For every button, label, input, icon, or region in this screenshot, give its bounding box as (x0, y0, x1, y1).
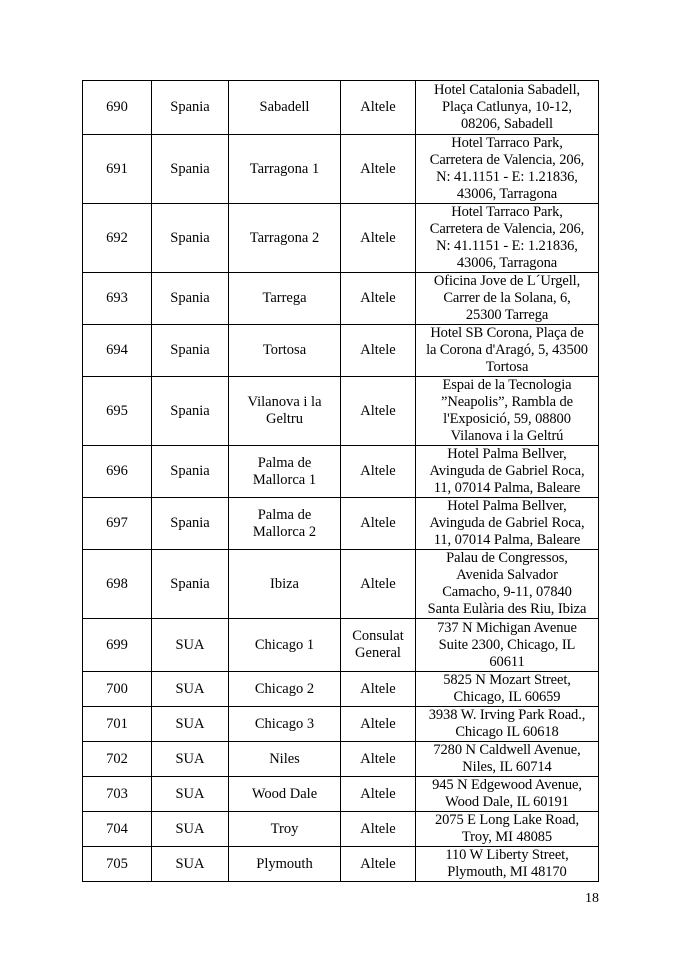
col-city: Troy (229, 812, 341, 847)
col-nr: 703 (83, 777, 152, 812)
col-type: Altele (341, 812, 416, 847)
col-address: 945 N Edgewood Avenue, Wood Dale, IL 60191 (416, 777, 599, 812)
col-country: Spania (152, 377, 229, 446)
col-city: Vilanova i la Geltru (229, 377, 341, 446)
table-row (83, 619, 599, 672)
col-address: 2075 E Long Lake Road, Troy, MI 48085 (416, 812, 599, 847)
col-address: 7280 N Caldwell Avenue, Niles, IL 60714 (416, 742, 599, 777)
col-nr: 693 (83, 273, 152, 325)
col-city: Tarrega (229, 273, 341, 325)
col-country: Spania (152, 498, 229, 550)
col-country: SUA (152, 812, 229, 847)
col-type: Altele (341, 204, 416, 273)
table-row (83, 446, 599, 498)
table-row (83, 672, 599, 707)
col-type: Altele (341, 81, 416, 135)
col-nr: 692 (83, 204, 152, 273)
col-nr: 700 (83, 672, 152, 707)
col-city: Chicago 2 (229, 672, 341, 707)
col-country: Spania (152, 446, 229, 498)
col-nr: 695 (83, 377, 152, 446)
table-row (83, 204, 599, 273)
col-type: Altele (341, 777, 416, 812)
col-city: Palma de Mallorca 1 (229, 446, 341, 498)
col-nr: 699 (83, 619, 152, 672)
col-country: SUA (152, 619, 229, 672)
col-city: Palma de Mallorca 2 (229, 498, 341, 550)
table-row (83, 135, 599, 204)
col-city: Wood Dale (229, 777, 341, 812)
col-address: Oficina Jove de L´Urgell, Carrer de la Solana, 6, 25300 Tarrega (416, 273, 599, 325)
col-city: Tarragona 1 (229, 135, 341, 204)
col-city: Plymouth (229, 847, 341, 882)
col-nr: 696 (83, 446, 152, 498)
col-address: Hotel Palma Bellver, Avinguda de Gabriel Roca, 11, 07014 Palma, Baleare (416, 446, 599, 498)
col-nr: 701 (83, 707, 152, 742)
col-nr: 697 (83, 498, 152, 550)
table-row (83, 325, 599, 377)
col-address: Hotel Tarraco Park, Carretera de Valencia, 206, N: 41.1151 - E: 1.21836, 43006, Tarragona (416, 135, 599, 204)
col-address: 737 N Michigan Avenue Suite 2300, Chicago, IL 60611 (416, 619, 599, 672)
table-row (83, 273, 599, 325)
table-row (83, 777, 599, 812)
col-address: Hotel SB Corona, Plaça de la Corona d'Aragó, 5, 43500 Tortosa (416, 325, 599, 377)
col-address: Hotel Tarraco Park, Carretera de Valencia, 206, N: 41.1151 - E: 1.21836, 43006, Tarragona (416, 204, 599, 273)
col-address: 3938 W. Irving Park Road., Chicago IL 60618 (416, 707, 599, 742)
col-address: Espai de la Tecnologia ”Neapolis”, Rambla de l'Exposició, 59, 08800 Vilanova i la Geltrú (416, 377, 599, 446)
page-number: 18 (585, 891, 599, 906)
col-type: Altele (341, 847, 416, 882)
col-country: Spania (152, 273, 229, 325)
col-nr: 705 (83, 847, 152, 882)
col-city: Sabadell (229, 81, 341, 135)
col-country: SUA (152, 777, 229, 812)
col-address: 5825 N Mozart Street, Chicago, IL 60659 (416, 672, 599, 707)
col-city: Niles (229, 742, 341, 777)
col-type: Altele (341, 550, 416, 619)
col-nr: 698 (83, 550, 152, 619)
col-address: 110 W Liberty Street, Plymouth, MI 48170 (416, 847, 599, 882)
col-country: Spania (152, 550, 229, 619)
table-row (83, 707, 599, 742)
col-city: Tortosa (229, 325, 341, 377)
col-country: Spania (152, 325, 229, 377)
polling-stations-table (82, 80, 599, 882)
col-type: Altele (341, 273, 416, 325)
col-type: Altele (341, 672, 416, 707)
col-nr: 690 (83, 81, 152, 135)
table-body (83, 81, 599, 882)
col-country: Spania (152, 135, 229, 204)
table-row (83, 81, 599, 135)
table-row (83, 550, 599, 619)
table-row (83, 498, 599, 550)
col-type: Consulat General (341, 619, 416, 672)
col-nr: 691 (83, 135, 152, 204)
col-type: Altele (341, 377, 416, 446)
col-city: Chicago 1 (229, 619, 341, 672)
col-city: Tarragona 2 (229, 204, 341, 273)
col-country: Spania (152, 81, 229, 135)
col-nr: 704 (83, 812, 152, 847)
col-type: Altele (341, 325, 416, 377)
col-nr: 702 (83, 742, 152, 777)
table-row (83, 847, 599, 882)
col-country: SUA (152, 742, 229, 777)
col-country: SUA (152, 707, 229, 742)
col-country: Spania (152, 204, 229, 273)
col-type: Altele (341, 742, 416, 777)
table-row (83, 812, 599, 847)
col-address: Hotel Catalonia Sabadell, Plaça Catlunya, 10-12, 08206, Sabadell (416, 81, 599, 135)
col-country: SUA (152, 672, 229, 707)
table-row (83, 742, 599, 777)
col-city: Ibiza (229, 550, 341, 619)
col-address: Palau de Congressos, Avenida Salvador Camacho, 9-11, 07840 Santa Eulària des Riu, Ibiza (416, 550, 599, 619)
col-type: Altele (341, 498, 416, 550)
col-type: Altele (341, 707, 416, 742)
col-type: Altele (341, 446, 416, 498)
col-type: Altele (341, 135, 416, 204)
col-nr: 694 (83, 325, 152, 377)
col-country: SUA (152, 847, 229, 882)
col-address: Hotel Palma Bellver, Avinguda de Gabriel Roca, 11, 07014 Palma, Baleare (416, 498, 599, 550)
col-city: Chicago 3 (229, 707, 341, 742)
table-row (83, 377, 599, 446)
